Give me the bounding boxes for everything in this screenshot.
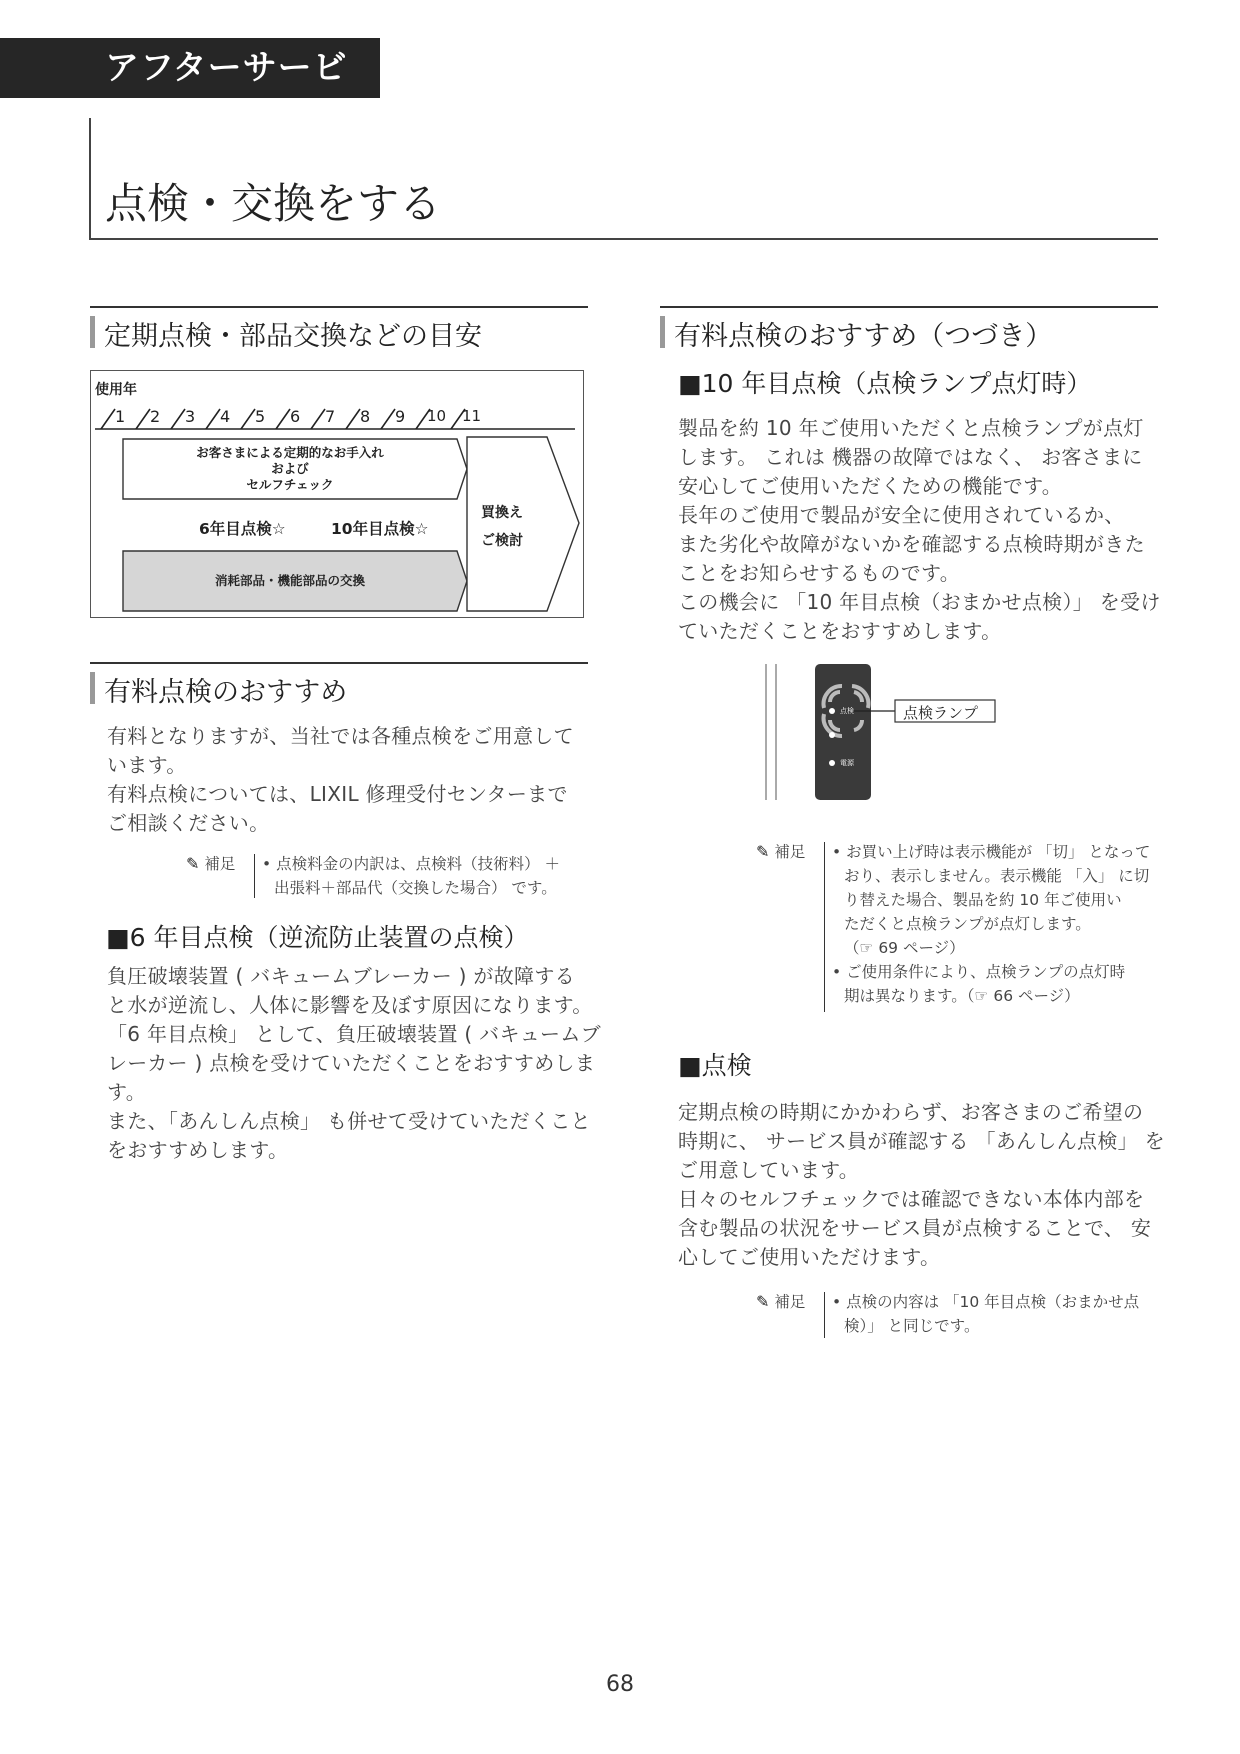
section-tab: アフターサービス xyxy=(0,38,380,98)
note-line: 期は異なります。（☞ 66 ページ） xyxy=(844,987,1080,1005)
text-line: この機会に 「10 年目点検（おまかせ点検）」 を受け xyxy=(678,590,1161,614)
parts-exchange-label: 消耗部品・機能部品の交換 xyxy=(214,573,365,588)
text-line: 製品を約 10 年ご使用いただくと点検ランプが点灯 xyxy=(678,416,1144,440)
text-line: す。 xyxy=(107,1080,146,1104)
page-number: 68 xyxy=(606,1672,634,1697)
heading-accent-bar xyxy=(90,316,95,348)
lamp-callout-label: 点検ランプ xyxy=(903,704,979,722)
text-line: ていただくことをおすすめします。 xyxy=(678,619,1002,643)
year-numbers xyxy=(91,407,585,431)
pencil-icon: ✎ xyxy=(186,854,200,873)
ten-year-paragraph xyxy=(678,414,1161,646)
self-check-line: セルフチェック xyxy=(246,477,334,492)
heading-accent-bar xyxy=(90,672,95,704)
lamp-panel-illustration xyxy=(760,660,1010,805)
year-number: 7 xyxy=(325,407,336,426)
ten-year-title: ■10 年目点検（点検ランプ点灯時） xyxy=(678,369,1092,398)
text-line: ご用意しています。 xyxy=(678,1158,860,1182)
text-line: します。 これは 機器の故障ではなく、 お客さまに xyxy=(678,445,1143,469)
note-line: （☞ 69 ページ） xyxy=(844,939,965,957)
text-line: 長年のご使用で製品が安全に使用されているか、 xyxy=(678,503,1125,527)
year-number: 6 xyxy=(290,407,301,426)
replace-label xyxy=(481,499,523,555)
paid-section-title: 有料点検のおすすめ xyxy=(104,677,348,708)
power-lamp-dot xyxy=(829,760,835,766)
text-line: 心してご使用いただけます。 xyxy=(678,1245,941,1269)
note-line: おり、表示しません。表示機能 「入」 に切 xyxy=(844,867,1150,885)
self-check-line: お客さまによる定期的なお手入れ xyxy=(196,445,384,460)
paid-section-heading xyxy=(90,662,588,708)
replace-line: 買換え xyxy=(481,505,523,521)
inspection-10-label: 10年目点検☆ xyxy=(331,520,429,538)
text-line: 負圧破壊装置 ( バキュームブレーカー ) が故障する xyxy=(107,964,575,988)
text-line: います。 xyxy=(107,753,187,777)
year-number: 4 xyxy=(220,407,231,426)
note-divider xyxy=(824,1292,825,1338)
text-line: レーカー ) 点検を受けていただくことをおすすめしま xyxy=(107,1051,596,1075)
text-line: 日々のセルフチェックでは確認できない本体内部を xyxy=(678,1187,1145,1211)
note-label: ✎ 補足 xyxy=(186,854,236,873)
note-divider xyxy=(824,842,825,1012)
note-line: ただくと点検ランプが点灯します。 xyxy=(844,915,1091,933)
inspection-title: ■点検 xyxy=(678,1051,752,1080)
note-divider xyxy=(254,854,255,898)
text-line: 有料となりますが、当社では各種点検をご用意して xyxy=(107,724,574,748)
six-year-paragraph xyxy=(107,962,601,1165)
note-line: • 点検料金の内訳は、点検料（技術料） ＋ xyxy=(262,855,560,873)
self-check-label xyxy=(123,445,457,493)
pencil-icon: ✎ xyxy=(756,842,770,861)
year-number: 5 xyxy=(255,407,266,426)
inspection-note xyxy=(756,1288,1156,1342)
text-line: また、「あんしん点検」 も併せて受けていただくこと xyxy=(107,1109,591,1133)
text-line: 有料点検については、LIXIL 修理受付センターまで xyxy=(107,782,568,806)
year-number: 10 xyxy=(427,407,447,425)
note-line: り替えた場合、製品を約 10 年ご使用い xyxy=(844,891,1122,909)
schedule-section-heading xyxy=(90,306,588,352)
inspection-6-label: 6年目点検☆ xyxy=(199,520,286,538)
text-line: 安心してご使用いただくための機能です。 xyxy=(678,474,1063,498)
text-line: と水が逆流し、人体に影響を及ぼす原因になります。 xyxy=(107,993,593,1017)
note-line: 検）」 と同じです。 xyxy=(844,1317,980,1335)
pencil-icon: ✎ xyxy=(756,1292,770,1311)
text-line: ことをお知らせするものです。 xyxy=(678,561,960,585)
panel-label-power: 電源 xyxy=(840,759,854,767)
inspection-paragraph xyxy=(678,1098,1165,1272)
heading-accent-bar xyxy=(660,316,665,348)
note-label: ✎ 補足 xyxy=(756,1292,806,1311)
replace-line: ご検討 xyxy=(481,533,523,549)
note-body xyxy=(832,1290,1139,1338)
year-number: 3 xyxy=(185,407,196,426)
self-check-line: および xyxy=(271,461,309,476)
note-line: 出張料＋部品代（交換した場合） です。 xyxy=(274,879,557,897)
note-body xyxy=(832,840,1150,1008)
paid-section-note xyxy=(186,850,586,902)
text-line: 定期点検の時期にかかわらず、お客さまのご希望の xyxy=(678,1100,1144,1124)
year-number: 11 xyxy=(462,407,482,425)
paid-cont-title: 有料点検のおすすめ（つづき） xyxy=(674,321,1053,352)
page-title: 点検・交換をする xyxy=(105,179,442,228)
panel-label-inspection: 点検 xyxy=(840,707,854,715)
year-number: 9 xyxy=(395,407,406,426)
text-line: 「6 年目点検」 として、負圧破壊装置 ( バキュームブ xyxy=(107,1022,601,1046)
control-panel-drawing xyxy=(760,660,1010,805)
paid-cont-heading xyxy=(660,306,1158,352)
paid-section-paragraph xyxy=(107,722,574,838)
note-line: • ご使用条件により、点検ランプの点灯時 xyxy=(832,963,1126,981)
title-divider-vertical xyxy=(89,118,91,240)
year-number: 1 xyxy=(115,407,126,426)
text-line: をおすすめします。 xyxy=(107,1138,289,1162)
schedule-section-title: 定期点検・部品交換などの目安 xyxy=(104,321,482,352)
year-number: 2 xyxy=(150,407,161,426)
text-line: また劣化や故障がないかを確認する点検時期がきた xyxy=(678,532,1145,556)
note-body xyxy=(262,852,560,900)
year-label: 使用年 xyxy=(95,382,137,398)
six-year-title: ■6 年目点検（逆流防止装置の点検） xyxy=(106,923,529,952)
inspection-lamp-dot xyxy=(829,708,835,714)
note-line: • お買い上げ時は表示機能が 「切」 となって xyxy=(832,843,1151,861)
year-number: 8 xyxy=(360,407,371,426)
text-line: 時期に、 サービス員が確認する 「あんしん点検」 を xyxy=(678,1129,1165,1153)
schedule-diagram xyxy=(90,370,584,618)
title-divider-horizontal xyxy=(89,238,1158,240)
text-line: 含む製品の状況をサービス員が点検することで、 安 xyxy=(678,1216,1152,1240)
ten-year-note xyxy=(756,838,1156,1018)
text-line: ご相談ください。 xyxy=(107,811,270,835)
note-line: • 点検の内容は 「10 年目点検（おまかせ点 xyxy=(832,1293,1140,1311)
note-label: ✎ 補足 xyxy=(756,842,806,861)
